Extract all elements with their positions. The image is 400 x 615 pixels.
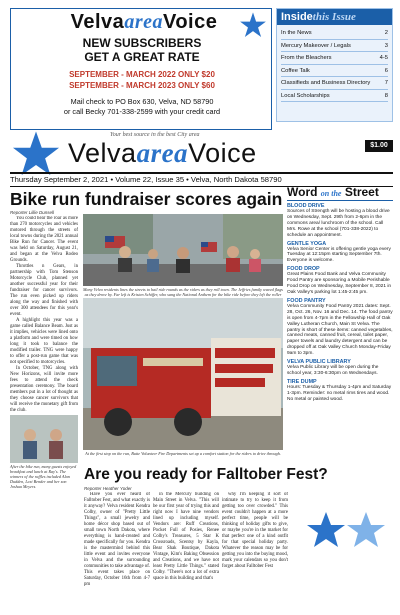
inside-item xyxy=(281,27,388,40)
star-icon xyxy=(239,11,267,39)
small-photo-caption: After the bike run, many guests enjoyed breakfast and lunch at Ray's. The winners of the raffles included Alan Dudden, Lexi Bender and her son Joshua Meyers. xyxy=(10,464,77,489)
wots-heading: Word on the Street xyxy=(287,185,393,201)
wots-section-title: FOOD PANTRY xyxy=(287,297,326,304)
masthead-tagline: Your best source in the best City area xyxy=(110,132,200,138)
inside-item-page: 7 xyxy=(384,80,388,86)
inside-item-page: 3 xyxy=(384,42,388,49)
inside-item-label: Mercury Makeover / Legals xyxy=(281,42,351,49)
inside-item-label: Coffee Talk xyxy=(281,67,310,74)
star-icon xyxy=(300,510,392,550)
story1-paragraph: In October, TNG along with New Horizons, will invite more fees to attend the check presentation ceremony. The board members put in a lot of thought as they choose cancer survivors that will receive the monetary gift from the club. xyxy=(10,366,78,412)
inside-item xyxy=(281,77,388,90)
wots-section-body: Sources of Strength will be hosting a blood drive on Wednesday, Sept. 29th from 2-6pm in the commons area/ lunchroom of the school. Call Mrs. Rowe at the school (701-338-2022) to schedule an appointment. xyxy=(287,209,390,238)
promo-line-2: GET A GREAT RATE xyxy=(84,50,200,64)
inside-item xyxy=(281,52,388,65)
masthead-title: VelvaareaVoice xyxy=(68,138,257,168)
story1-paragraph: You could hear the roar as more than 270 motorcycles and vehicles motored through the streets of local towns during the 2021 annual Bike Run for Cancer. The event was held on Saturday, August 21, and began at the Velva Rodeo Grounds. xyxy=(10,216,78,263)
story2-column-2: in the Mercury building on Main Street in Velva. "This will be our first year of trying this and right now I have nine vendors lined up including myself. Vendors are: Ruff Creations, Pocket Full of Posies, Renee Colby's Treasures, 5 Star K Crossroads, Scentsy by Kayla, Bear Shak Boutique, Dakota Vintage, Kim's Baking Obsession and Creations, and we have not least Pretty Little Things." stated Colby. "There's not a lot of extra space in this building and that's xyxy=(153,492,219,581)
inside-item-page: 2 xyxy=(384,30,388,36)
wots-section-title: FOOD DROP xyxy=(287,266,320,273)
inside-item-page: 6 xyxy=(384,67,388,74)
headline-bike-run: Bike run fundraiser scores again xyxy=(10,189,283,209)
price-badge: $1.00 xyxy=(365,140,393,152)
inside-list xyxy=(277,25,392,104)
word-on-the-street xyxy=(287,185,393,495)
inside-item xyxy=(281,90,388,103)
wots-section-body: Hours: Tuesday & Thursday 1-4pm and Saturday 1-3pm. Reminder: no metal rims tires and wood. No metal or painted wood. xyxy=(287,384,392,402)
fire-truck-illustration xyxy=(83,298,283,450)
masthead-rule xyxy=(10,172,393,174)
wots-section-body: Velva Public Library will be open during the school year, 3:30-6:30pm on Wednesdays. xyxy=(287,365,379,376)
promo-line-1: NEW SUBSCRIBERS xyxy=(82,36,202,50)
guests-illustration xyxy=(10,415,78,463)
byline-story2: Reporter Heather Yoder xyxy=(84,486,132,491)
story2-column-3: why I'm keeping it sort of intimate to try to keep it from getting too over crowded." This event couldn't happen at a more perfect time, people will be thinking of holiday gifts to give, or maybe you're in the market for that perfect one of a kind outfit for that special holiday party. Whatever the reason may be for getting you into the buying mood, mark your calendars so you don't forget about Falltober Fest xyxy=(222,492,288,569)
wots-section-body: Velva Senior Center is offering gentle yoga every Tuesday at 12:15pm starting September 7th. Everyone is welcome. xyxy=(287,246,391,264)
wots-section-title: GENTLE YOGA xyxy=(287,240,327,247)
inside-heading: Insidethis Issue xyxy=(277,9,392,25)
promo-line-3: SEPTEMBER - MARCH 2022 ONLY $20 xyxy=(69,70,215,79)
photo-fire-truck xyxy=(83,298,283,450)
promo-line-4: SEPTEMBER - MARCH 2023 ONLY $60 xyxy=(69,81,215,90)
promo-line-5: Mail check to PO Box 630, Velva, ND 58790 xyxy=(70,97,214,106)
inside-item-label: Local Scholarships xyxy=(281,92,330,99)
promo-line-6: or call Becky 701-338-2599 with your credit card xyxy=(63,107,221,116)
inside-item-page: 4-5 xyxy=(379,55,388,61)
story1-column xyxy=(10,216,78,412)
wots-section-title: VELVA PUBLIC LIBRARY xyxy=(287,359,351,366)
subscription-promo xyxy=(10,8,272,130)
wots-section-title: TIRE DUMP xyxy=(287,378,317,385)
story1-paragraph: Throttles n Gears, in partnership with Tom Stenson Motorcycle Club, planned yet another successful year for their fundraiser for cancer survivors. The run even picked up riders along the way and finished with over 300 attendees for this year's event. xyxy=(10,264,78,317)
story2-column-1: Have you ever heard of Falltober Fest, and what exactly is it anyway? Velva resident Kendra Colby, owner of "Pretty Little Things", a small jewelry and home décor shop based out of small town North Dakota, where everything is hand-created and made specifically for you. Kendra is the mastermind behind this little event and invites everyone in Velva and the surrounding communities to take advantage of. This event takes place on Saturday, October 16th from 4-7 pm xyxy=(84,492,150,587)
headline-falltober-fest: Are you ready for Falltober Fest? xyxy=(84,466,328,483)
inside-this-issue xyxy=(276,8,393,122)
masthead xyxy=(10,130,393,170)
photo-parade-crowd xyxy=(83,214,283,286)
inside-item xyxy=(281,65,388,78)
story1-paragraph: A highlight this year was a game called Balance Beam. Just as it implies, vehicles were lined onto a platform and were timed on how long it took to balance the modified trailer. TNG were happy to offer a post-run game that was not specified to motorcycles. xyxy=(10,318,78,365)
inside-item-label: From the Bleachers xyxy=(281,55,332,61)
wots-list xyxy=(287,203,393,403)
wots-section-body: Great Plains Food Bank and Velva Community Food Pantry are sponsoring a Mobile Perishable Food Drop on Wednesday, September 8, 2021 in Oak Valley's parking lot 1:45-2:45 pm. xyxy=(287,272,392,295)
dateline: Thursday September 2, 2021 • Volume 22, Issue 35 • Velva, North Dakota 58790 xyxy=(10,175,282,184)
wots-section-body: Velva Community Food Pantry 2021 dates: Sept. 28, Oct. 26, Nov. 16 and Dec. 14. The food pantry is open from 4-7pm in the Fellowship Hall of Oak Valley Lutheran Church, Main St Velva. The pantry is short of these items: canned vegetables, canned meats, canned fruit, cereal, toilet paper, paper towels and laundry detergent and can be dropped off at Oak Valley Church Monday-Friday 9am to 3pm. xyxy=(287,303,393,357)
inside-item-label: In the News xyxy=(281,30,312,36)
photo-breakfast-guests xyxy=(10,415,78,463)
parade-photo-illustration xyxy=(83,214,283,286)
promo-masthead: VelvaareaVoice xyxy=(70,11,218,33)
inside-item xyxy=(281,40,388,53)
inside-item-page: 8 xyxy=(384,92,388,99)
inside-item-label: Classifieds and Business Directory xyxy=(281,80,371,86)
photo2-caption: At the first stop on the run, Butte Volunteer Fire Departments set up a comfort station for the riders to drive through. xyxy=(85,451,281,456)
wots-section-title: BLOOD DRIVE xyxy=(287,203,325,209)
star-icon xyxy=(10,130,62,178)
byline-story1: Reporter Lillie Dunsell xyxy=(10,210,55,215)
photo1-caption: Many Velva residents lines the streets to hail ride rounds as the riders as they roll town. The Jeffries family waved flags as they drove by. Far left is Kristen Schiffer, who sang the National Anthem for the bike ride before they left the roller xyxy=(83,287,283,297)
